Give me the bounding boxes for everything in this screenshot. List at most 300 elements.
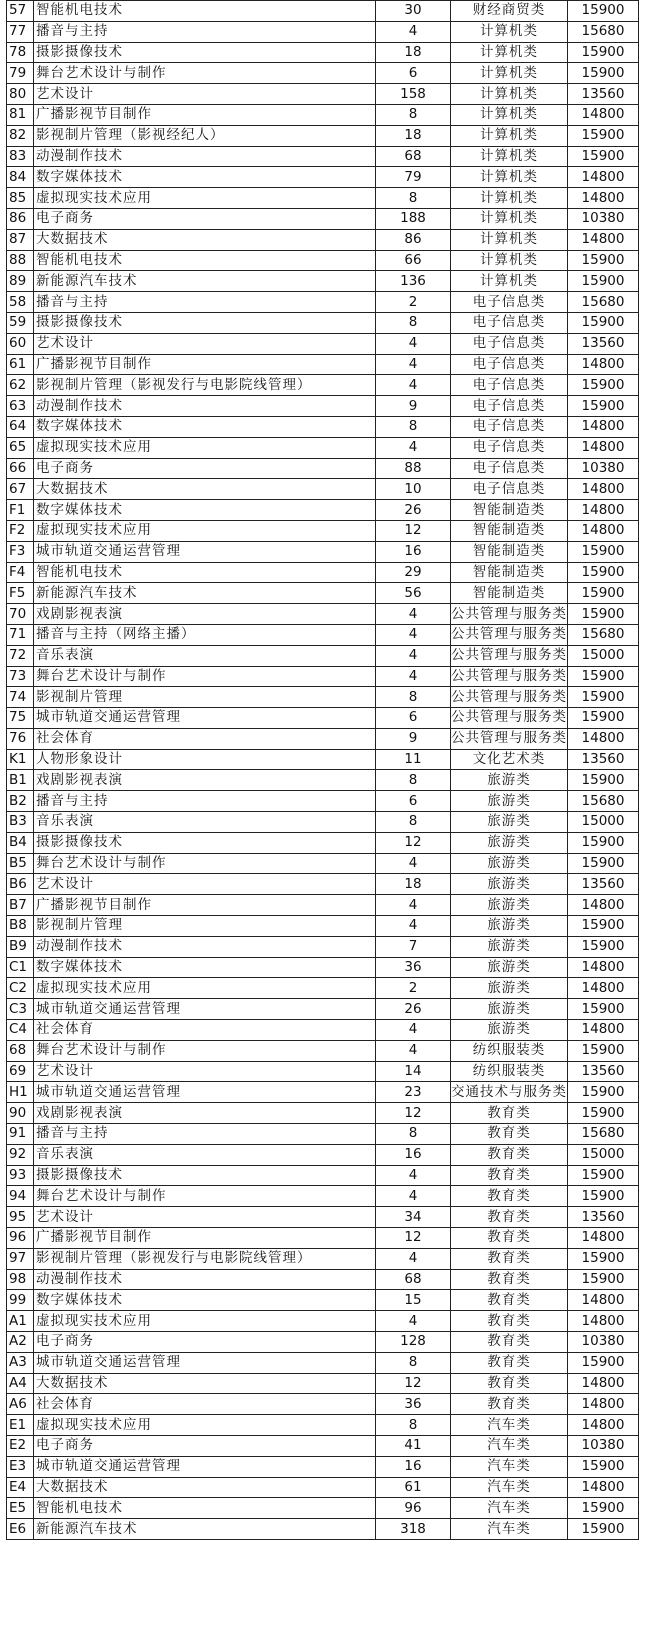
enrollment-count-cell: 68 [376, 1269, 451, 1290]
major-code-cell: E2 [7, 1435, 34, 1456]
table-row [7, 1290, 639, 1311]
major-name-cell: 新能源汽车技术 [34, 1519, 376, 1540]
category-cell: 计算机类 [451, 208, 568, 229]
major-name-cell: 城市轨道交通运营管理 [34, 1352, 376, 1373]
table-row [7, 437, 639, 458]
enrollment-count-cell: 4 [376, 21, 451, 42]
table-row [7, 1144, 639, 1165]
major-name-cell: 戏剧影视表演 [34, 770, 376, 791]
category-cell: 旅游类 [451, 1020, 568, 1041]
category-cell: 电子信息类 [451, 333, 568, 354]
table-row [7, 604, 639, 625]
major-name-cell: 数字媒体技术 [34, 167, 376, 188]
tuition-cell: 15900 [568, 770, 639, 791]
category-cell: 旅游类 [451, 895, 568, 916]
major-name-cell: 艺术设计 [34, 84, 376, 105]
major-name-cell: 虚拟现实技术应用 [34, 978, 376, 999]
table-row [7, 292, 639, 313]
major-name-cell: 社会体育 [34, 728, 376, 749]
table-row [7, 708, 639, 729]
major-code-cell: 66 [7, 458, 34, 479]
major-name-cell: 大数据技术 [34, 1477, 376, 1498]
major-name-cell: 新能源汽车技术 [34, 271, 376, 292]
table-row [7, 1082, 639, 1103]
enrollment-count-cell: 136 [376, 271, 451, 292]
tuition-cell: 15900 [568, 687, 639, 708]
category-cell: 汽车类 [451, 1498, 568, 1519]
category-cell: 旅游类 [451, 957, 568, 978]
enrollment-count-cell: 26 [376, 999, 451, 1020]
enrollment-table-container [6, 0, 639, 1540]
table-row [7, 458, 639, 479]
enrollment-count-cell: 8 [376, 188, 451, 209]
enrollment-count-cell: 6 [376, 63, 451, 84]
major-name-cell: 虚拟现实技术应用 [34, 1311, 376, 1332]
major-code-cell: C2 [7, 978, 34, 999]
category-cell: 汽车类 [451, 1435, 568, 1456]
tuition-cell: 13560 [568, 84, 639, 105]
tuition-cell: 15900 [568, 1248, 639, 1269]
major-code-cell: E6 [7, 1519, 34, 1540]
major-name-cell: 动漫制作技术 [34, 1269, 376, 1290]
tuition-cell: 15900 [568, 936, 639, 957]
table-body [7, 1, 639, 1540]
tuition-cell: 15900 [568, 250, 639, 271]
category-cell: 计算机类 [451, 21, 568, 42]
major-name-cell: 城市轨道交通运营管理 [34, 1082, 376, 1103]
enrollment-count-cell: 8 [376, 1415, 451, 1436]
major-name-cell: 城市轨道交通运营管理 [34, 708, 376, 729]
major-name-cell: 摄影摄像技术 [34, 312, 376, 333]
major-code-cell: 91 [7, 1124, 34, 1145]
category-cell: 公共管理与服务类 [451, 604, 568, 625]
tuition-cell: 15680 [568, 21, 639, 42]
category-cell: 电子信息类 [451, 396, 568, 417]
major-code-cell: F1 [7, 500, 34, 521]
enrollment-count-cell: 4 [376, 333, 451, 354]
table-row [7, 167, 639, 188]
tuition-cell: 14800 [568, 1290, 639, 1311]
major-name-cell: 艺术设计 [34, 333, 376, 354]
category-cell: 公共管理与服务类 [451, 687, 568, 708]
major-name-cell: 播音与主持 [34, 292, 376, 313]
tuition-cell: 14800 [568, 520, 639, 541]
major-code-cell: 70 [7, 604, 34, 625]
major-name-cell: 音乐表演 [34, 1144, 376, 1165]
category-cell: 电子信息类 [451, 479, 568, 500]
category-cell: 电子信息类 [451, 375, 568, 396]
major-name-cell: 智能机电技术 [34, 1, 376, 22]
major-code-cell: B4 [7, 832, 34, 853]
category-cell: 计算机类 [451, 167, 568, 188]
major-code-cell: 68 [7, 1040, 34, 1061]
table-row [7, 333, 639, 354]
major-code-cell: 69 [7, 1061, 34, 1082]
major-code-cell: A1 [7, 1311, 34, 1332]
major-name-cell: 影视制片管理（影视发行与电影院线管理） [34, 375, 376, 396]
tuition-cell: 15900 [568, 146, 639, 167]
category-cell: 纺织服装类 [451, 1061, 568, 1082]
major-code-cell: A2 [7, 1332, 34, 1353]
enrollment-count-cell: 4 [376, 375, 451, 396]
major-name-cell: 人物形象设计 [34, 749, 376, 770]
tuition-cell: 10380 [568, 458, 639, 479]
major-code-cell: 63 [7, 396, 34, 417]
category-cell: 公共管理与服务类 [451, 708, 568, 729]
major-code-cell: 97 [7, 1248, 34, 1269]
table-row [7, 1498, 639, 1519]
category-cell: 汽车类 [451, 1519, 568, 1540]
enrollment-count-cell: 4 [376, 666, 451, 687]
category-cell: 教育类 [451, 1269, 568, 1290]
category-cell: 公共管理与服务类 [451, 728, 568, 749]
major-code-cell: F5 [7, 583, 34, 604]
major-name-cell: 播音与主持 [34, 21, 376, 42]
tuition-cell: 15900 [568, 1519, 639, 1540]
enrollment-count-cell: 4 [376, 916, 451, 937]
major-name-cell: 数字媒体技术 [34, 500, 376, 521]
major-name-cell: 电子商务 [34, 1332, 376, 1353]
major-name-cell: 数字媒体技术 [34, 416, 376, 437]
enrollment-count-cell: 79 [376, 167, 451, 188]
category-cell: 计算机类 [451, 229, 568, 250]
major-name-cell: 广播影视节目制作 [34, 1228, 376, 1249]
enrollment-count-cell: 15 [376, 1290, 451, 1311]
category-cell: 教育类 [451, 1373, 568, 1394]
category-cell: 汽车类 [451, 1477, 568, 1498]
category-cell: 教育类 [451, 1311, 568, 1332]
table-row [7, 728, 639, 749]
table-row [7, 208, 639, 229]
tuition-cell: 10380 [568, 208, 639, 229]
major-name-cell: 音乐表演 [34, 645, 376, 666]
major-name-cell: 播音与主持 [34, 791, 376, 812]
category-cell: 旅游类 [451, 770, 568, 791]
tuition-cell: 15680 [568, 791, 639, 812]
major-code-cell: 72 [7, 645, 34, 666]
tuition-cell: 15000 [568, 812, 639, 833]
major-code-cell: 93 [7, 1165, 34, 1186]
category-cell: 旅游类 [451, 999, 568, 1020]
category-cell: 计算机类 [451, 104, 568, 125]
category-cell: 教育类 [451, 1290, 568, 1311]
enrollment-count-cell: 30 [376, 1, 451, 22]
table-row [7, 1248, 639, 1269]
tuition-cell: 14800 [568, 1373, 639, 1394]
enrollment-count-cell: 14 [376, 1061, 451, 1082]
major-name-cell: 社会体育 [34, 1394, 376, 1415]
enrollment-count-cell: 23 [376, 1082, 451, 1103]
enrollment-count-cell: 18 [376, 125, 451, 146]
category-cell: 计算机类 [451, 188, 568, 209]
category-cell: 电子信息类 [451, 354, 568, 375]
category-cell: 电子信息类 [451, 312, 568, 333]
major-name-cell: 电子商务 [34, 458, 376, 479]
category-cell: 计算机类 [451, 63, 568, 84]
major-code-cell: E5 [7, 1498, 34, 1519]
tuition-cell: 14800 [568, 895, 639, 916]
tuition-cell: 15900 [568, 63, 639, 84]
enrollment-count-cell: 2 [376, 292, 451, 313]
tuition-cell: 13560 [568, 1207, 639, 1228]
table-row [7, 1165, 639, 1186]
tuition-cell: 15900 [568, 312, 639, 333]
major-code-cell: 76 [7, 728, 34, 749]
enrollment-count-cell: 4 [376, 604, 451, 625]
tuition-cell: 14800 [568, 1477, 639, 1498]
major-name-cell: 智能机电技术 [34, 250, 376, 271]
tuition-cell: 13560 [568, 749, 639, 770]
major-code-cell: 60 [7, 333, 34, 354]
major-name-cell: 数字媒体技术 [34, 957, 376, 978]
table-row [7, 645, 639, 666]
tuition-cell: 15900 [568, 562, 639, 583]
major-code-cell: 78 [7, 42, 34, 63]
tuition-cell: 15900 [568, 1269, 639, 1290]
table-row [7, 1352, 639, 1373]
major-code-cell: C3 [7, 999, 34, 1020]
tuition-cell: 15900 [568, 853, 639, 874]
enrollment-count-cell: 7 [376, 936, 451, 957]
table-row [7, 354, 639, 375]
table-row [7, 271, 639, 292]
enrollment-count-cell: 36 [376, 957, 451, 978]
major-name-cell: 广播影视节目制作 [34, 104, 376, 125]
enrollment-count-cell: 4 [376, 1165, 451, 1186]
table-row [7, 1477, 639, 1498]
enrollment-count-cell: 16 [376, 1456, 451, 1477]
category-cell: 汽车类 [451, 1415, 568, 1436]
major-code-cell: E3 [7, 1456, 34, 1477]
table-row [7, 312, 639, 333]
tuition-cell: 15900 [568, 999, 639, 1020]
major-code-cell: 81 [7, 104, 34, 125]
major-code-cell: A3 [7, 1352, 34, 1373]
tuition-cell: 15900 [568, 396, 639, 417]
tuition-cell: 15680 [568, 624, 639, 645]
table-row [7, 125, 639, 146]
table-row [7, 63, 639, 84]
enrollment-count-cell: 12 [376, 1103, 451, 1124]
tuition-cell: 14800 [568, 1415, 639, 1436]
enrollment-count-cell: 66 [376, 250, 451, 271]
tuition-cell: 15900 [568, 1082, 639, 1103]
tuition-cell: 15900 [568, 1, 639, 22]
category-cell: 计算机类 [451, 146, 568, 167]
table-row [7, 583, 639, 604]
major-code-cell: B5 [7, 853, 34, 874]
table-row [7, 1435, 639, 1456]
enrollment-count-cell: 8 [376, 104, 451, 125]
major-code-cell: B8 [7, 916, 34, 937]
tuition-cell: 15680 [568, 1124, 639, 1145]
category-cell: 旅游类 [451, 936, 568, 957]
table-row [7, 1415, 639, 1436]
table-row [7, 812, 639, 833]
category-cell: 纺织服装类 [451, 1040, 568, 1061]
category-cell: 交通技术与服务类 [451, 1082, 568, 1103]
table-row [7, 84, 639, 105]
major-code-cell: 61 [7, 354, 34, 375]
table-row [7, 416, 639, 437]
major-name-cell: 动漫制作技术 [34, 146, 376, 167]
tuition-cell: 13560 [568, 1061, 639, 1082]
major-name-cell: 摄影摄像技术 [34, 832, 376, 853]
major-code-cell: C1 [7, 957, 34, 978]
table-row [7, 562, 639, 583]
enrollment-count-cell: 10 [376, 479, 451, 500]
table-row [7, 1311, 639, 1332]
category-cell: 教育类 [451, 1144, 568, 1165]
category-cell: 汽车类 [451, 1456, 568, 1477]
table-row [7, 520, 639, 541]
category-cell: 智能制造类 [451, 562, 568, 583]
enrollment-count-cell: 16 [376, 541, 451, 562]
category-cell: 计算机类 [451, 271, 568, 292]
table-row [7, 916, 639, 937]
category-cell: 计算机类 [451, 84, 568, 105]
tuition-cell: 15900 [568, 1498, 639, 1519]
enrollment-count-cell: 4 [376, 853, 451, 874]
enrollment-count-cell: 9 [376, 728, 451, 749]
tuition-cell: 13560 [568, 333, 639, 354]
category-cell: 计算机类 [451, 125, 568, 146]
tuition-cell: 14800 [568, 728, 639, 749]
table-row [7, 500, 639, 521]
major-name-cell: 舞台艺术设计与制作 [34, 1186, 376, 1207]
tuition-cell: 14800 [568, 437, 639, 458]
major-code-cell: F3 [7, 541, 34, 562]
tuition-cell: 14800 [568, 978, 639, 999]
enrollment-count-cell: 6 [376, 708, 451, 729]
table-row [7, 874, 639, 895]
major-code-cell: B7 [7, 895, 34, 916]
enrollment-count-cell: 56 [376, 583, 451, 604]
enrollment-count-cell: 8 [376, 312, 451, 333]
tuition-cell: 15900 [568, 832, 639, 853]
major-code-cell: 82 [7, 125, 34, 146]
major-name-cell: 社会体育 [34, 1020, 376, 1041]
tuition-cell: 14800 [568, 104, 639, 125]
major-code-cell: 65 [7, 437, 34, 458]
category-cell: 计算机类 [451, 250, 568, 271]
enrollment-table [6, 0, 639, 1540]
tuition-cell: 14800 [568, 500, 639, 521]
major-name-cell: 舞台艺术设计与制作 [34, 1040, 376, 1061]
major-name-cell: 动漫制作技术 [34, 936, 376, 957]
category-cell: 教育类 [451, 1124, 568, 1145]
table-row [7, 1124, 639, 1145]
tuition-cell: 15000 [568, 645, 639, 666]
table-row [7, 146, 639, 167]
tuition-cell: 15900 [568, 604, 639, 625]
tuition-cell: 15680 [568, 292, 639, 313]
table-row [7, 21, 639, 42]
table-row [7, 1061, 639, 1082]
major-name-cell: 电子商务 [34, 1435, 376, 1456]
table-row [7, 541, 639, 562]
table-row [7, 250, 639, 271]
major-name-cell: 影视制片管理 [34, 687, 376, 708]
major-code-cell: E4 [7, 1477, 34, 1498]
enrollment-count-cell: 88 [376, 458, 451, 479]
tuition-cell: 15900 [568, 1456, 639, 1477]
enrollment-count-cell: 12 [376, 1373, 451, 1394]
enrollment-count-cell: 4 [376, 1248, 451, 1269]
category-cell: 智能制造类 [451, 541, 568, 562]
table-row [7, 42, 639, 63]
category-cell: 教育类 [451, 1103, 568, 1124]
major-name-cell: 动漫制作技术 [34, 396, 376, 417]
table-row [7, 1269, 639, 1290]
table-row [7, 749, 639, 770]
enrollment-count-cell: 318 [376, 1519, 451, 1540]
category-cell: 旅游类 [451, 916, 568, 937]
category-cell: 电子信息类 [451, 458, 568, 479]
enrollment-count-cell: 18 [376, 874, 451, 895]
major-name-cell: 虚拟现实技术应用 [34, 437, 376, 458]
table-row [7, 1332, 639, 1353]
tuition-cell: 15900 [568, 541, 639, 562]
major-code-cell: 67 [7, 479, 34, 500]
major-name-cell: 城市轨道交通运营管理 [34, 1456, 376, 1477]
enrollment-count-cell: 4 [376, 1186, 451, 1207]
category-cell: 电子信息类 [451, 292, 568, 313]
major-name-cell: 虚拟现实技术应用 [34, 188, 376, 209]
enrollment-count-cell: 12 [376, 1228, 451, 1249]
category-cell: 公共管理与服务类 [451, 645, 568, 666]
major-name-cell: 戏剧影视表演 [34, 604, 376, 625]
major-code-cell: 87 [7, 229, 34, 250]
major-name-cell: 舞台艺术设计与制作 [34, 853, 376, 874]
table-row [7, 1186, 639, 1207]
tuition-cell: 14800 [568, 1020, 639, 1041]
major-name-cell: 新能源汽车技术 [34, 583, 376, 604]
tuition-cell: 14800 [568, 1394, 639, 1415]
major-code-cell: 57 [7, 1, 34, 22]
major-code-cell: 58 [7, 292, 34, 313]
major-name-cell: 影视制片管理（影视经纪人） [34, 125, 376, 146]
major-code-cell: 71 [7, 624, 34, 645]
tuition-cell: 15000 [568, 1144, 639, 1165]
category-cell: 教育类 [451, 1186, 568, 1207]
enrollment-count-cell: 34 [376, 1207, 451, 1228]
tuition-cell: 15900 [568, 1186, 639, 1207]
major-name-cell: 艺术设计 [34, 1207, 376, 1228]
major-name-cell: 数字媒体技术 [34, 1290, 376, 1311]
enrollment-count-cell: 36 [376, 1394, 451, 1415]
enrollment-count-cell: 8 [376, 812, 451, 833]
table-row [7, 479, 639, 500]
tuition-cell: 10380 [568, 1332, 639, 1353]
major-code-cell: 99 [7, 1290, 34, 1311]
enrollment-count-cell: 4 [376, 624, 451, 645]
category-cell: 智能制造类 [451, 520, 568, 541]
category-cell: 旅游类 [451, 874, 568, 895]
major-code-cell: K1 [7, 749, 34, 770]
tuition-cell: 15900 [568, 916, 639, 937]
tuition-cell: 15900 [568, 1165, 639, 1186]
table-row [7, 687, 639, 708]
major-name-cell: 虚拟现实技术应用 [34, 520, 376, 541]
enrollment-count-cell: 4 [376, 895, 451, 916]
tuition-cell: 15900 [568, 666, 639, 687]
table-row [7, 1519, 639, 1540]
major-code-cell: 62 [7, 375, 34, 396]
tuition-cell: 15900 [568, 125, 639, 146]
table-row [7, 770, 639, 791]
table-row [7, 624, 639, 645]
